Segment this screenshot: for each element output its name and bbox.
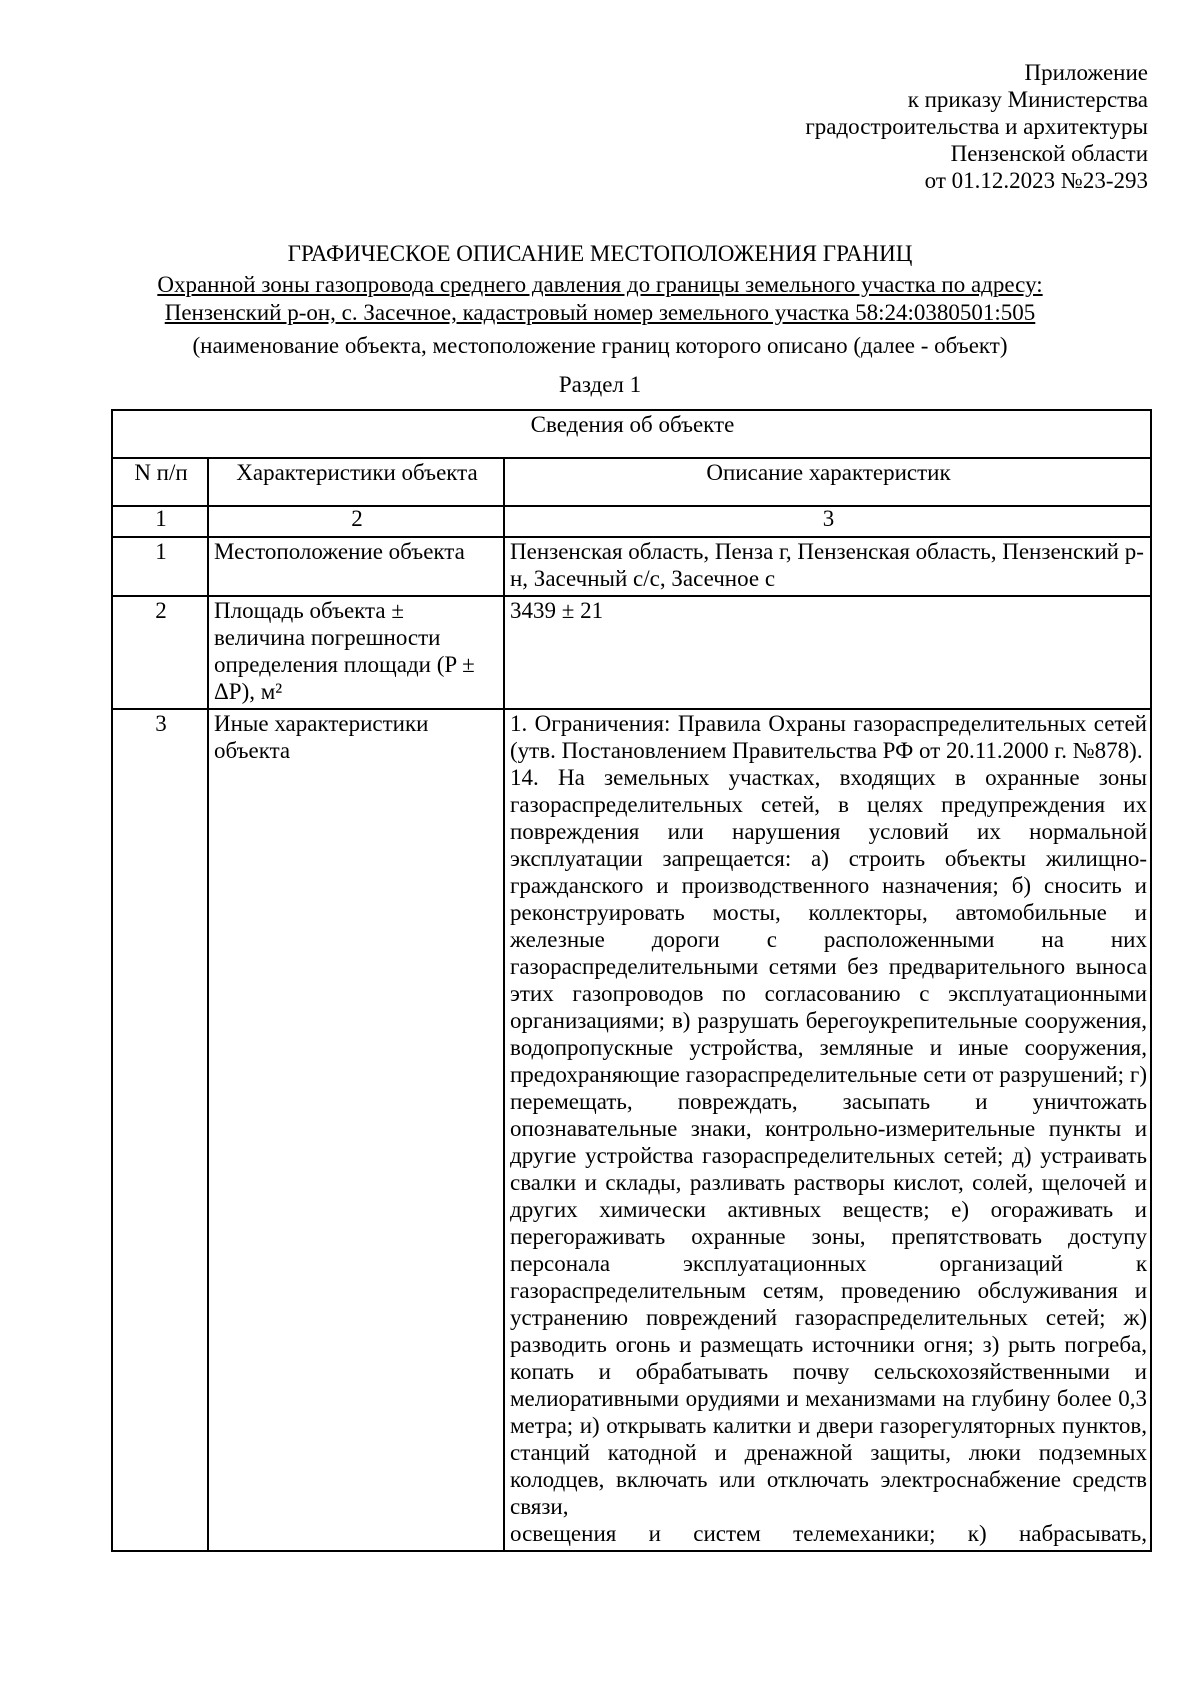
table-row	[112, 537, 1151, 596]
prohibition-paragraph-continued: освещения и систем телемеханики; к) набрасывать,	[510, 1521, 1147, 1546]
appendix-line: Пензенской области	[950, 141, 1148, 166]
column-number: 1	[112, 506, 208, 537]
row-description: Пензенская область, Пенза г, Пензенская область, Пензенский р-н, Засечный с/с, Засечное с	[504, 537, 1151, 596]
row-characteristic: Местоположение объекта	[208, 537, 504, 596]
header-characteristics: Характеристики объекта	[208, 458, 504, 506]
row-number: 1	[112, 537, 208, 596]
row-number: 2	[112, 596, 208, 709]
appendix-block	[628, 59, 1148, 194]
table-row	[112, 596, 1151, 709]
table-title: Сведения об объекте	[112, 410, 1151, 458]
column-number: 2	[208, 506, 504, 537]
header-num: N п/п	[112, 458, 208, 506]
object-name-caption: (наименование объекта, местоположение границ которого описано (далее - объект)	[192, 333, 1008, 358]
appendix-line: к приказу Министерства	[907, 87, 1148, 112]
document-title: ГРАФИЧЕСКОЕ ОПИСАНИЕ МЕСТОПОЛОЖЕНИЯ ГРАНИЦ	[287, 241, 913, 266]
row-description: 3439 ± 21	[504, 596, 1151, 709]
prohibition-paragraph: 14. На земельных участках, входящих в охранные зоны газораспределительных сетей, в целях предупреждения их повреждения или нарушения условий их нормальной эксплуатации запрещается: а) строить объекты жилищно-гражданского и производственного назначения; б) сносить и реконструировать мосты, коллекторы, автомобильные и железные дороги с расположенными на них газораспределительными сетями без предварительного выноса этих газопроводов по согласованию с эксплуатационными организациями; в) разрушать берегоукрепительные сооружения, водопропускные устройства, земляные и иные сооружения, предохраняющие газораспределительные сети от разрушений; г) перемещать, повреждать, засыпать и уничтожать опознавательные знаки, контрольно-измерительные пункты и другие устройства газораспределительных сетей; д) устраивать свалки и склады, разливать растворы кислот, солей, щелочей и других химически активных веществ; е) огораживать и перегораживать охранные зоны, препятствовать доступу персонала эксплуатационных организаций к газораспределительным сетям, проведению обслуживания и устранению повреждений газораспределительных сетей; ж) разводить огонь и размещать источники огня; з) рыть погреба, копать и обрабатывать почву сельскохозяйственными и мелиоративными орудиями и механизмами на глубину более 0,3 метра; и) открывать калитки и двери газорегуляторных пунктов, станций катодной и дренажной защиты, люки подземных колодцев, включать или отключать электроснабжение средств связи,	[510, 765, 1147, 1519]
appendix-line: Приложение	[1024, 60, 1148, 85]
object-name-line2: Пензенский р-он, с. Засечное, кадастровый номер земельного участка 58:24:0380501:505	[164, 300, 1036, 325]
column-number: 3	[504, 506, 1151, 537]
object-name-line1: Охранной зоны газопровода среднего давления до границы земельного участка по адресу:	[157, 272, 1043, 297]
row-description	[504, 709, 1151, 1551]
section-label: Раздел 1	[558, 372, 642, 397]
appendix-line: градостроительства и архитектуры	[805, 114, 1148, 139]
restriction-paragraph: 1. Ограничения: Правила Охраны газораспределительных сетей (утв. Постановлением Правительства РФ от 20.11.2000 г. №878).	[510, 711, 1147, 763]
row-characteristic: Площадь объекта ± величина погрешности определения площади (P ± ΔP), м²	[208, 596, 504, 709]
object-info-table	[111, 409, 1152, 1552]
row-number: 3	[112, 709, 208, 1551]
row-characteristic: Иные характеристики объекта	[208, 709, 504, 1551]
table-row	[112, 709, 1151, 1551]
appendix-order-date: от 01.12.2023 №23-293	[924, 168, 1148, 193]
header-description: Описание характеристик	[504, 458, 1151, 506]
